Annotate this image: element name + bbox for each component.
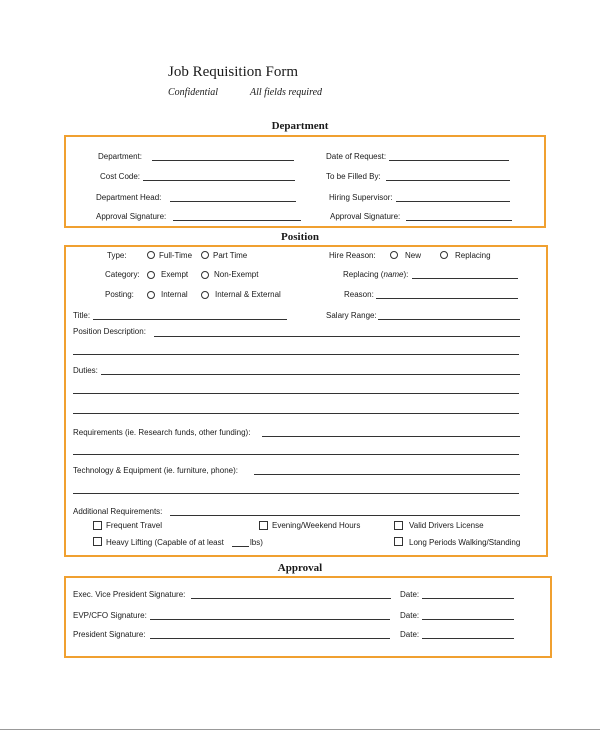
duties-field-3[interactable] — [73, 413, 519, 414]
long-periods-checkbox[interactable] — [394, 537, 403, 546]
category-label: Category: — [105, 270, 140, 279]
dept-head-label: Department Head: — [96, 193, 162, 202]
title-label: Title: — [73, 311, 91, 320]
posting-label: Posting: — [105, 290, 134, 299]
additional-label: Additional Requirements: — [73, 507, 163, 516]
cfo-field[interactable] — [150, 619, 390, 620]
president-field[interactable] — [150, 638, 390, 639]
all-fields-note: All fields required — [250, 87, 323, 98]
requirements-field-1[interactable] — [262, 436, 520, 437]
evp-label: Exec. Vice President Signature: — [73, 590, 186, 599]
heavy-lifting-label-pre: Heavy Lifting (Capable of at least — [106, 538, 224, 547]
evening-weekend-label: Evening/Weekend Hours — [272, 521, 361, 530]
approval-sig-right-field[interactable] — [406, 220, 512, 221]
non-exempt-option: Non-Exempt — [214, 270, 259, 279]
filled-by-label: To be Filled By: — [326, 172, 381, 181]
salary-label: Salary Range: — [326, 311, 377, 320]
cfo-date-label: Date: — [400, 611, 420, 620]
date-request-label: Date of Request: — [326, 152, 387, 161]
president-label: President Signature: — [73, 630, 146, 639]
requirements-label: Requirements (ie. Research funds, other funding): — [73, 428, 251, 437]
heavy-lifting-checkbox[interactable] — [93, 537, 102, 546]
form-title: Job Requisition Form — [168, 64, 299, 80]
approval-heading: Approval — [277, 562, 323, 574]
description-field-2[interactable] — [73, 354, 519, 355]
department-heading: Department — [271, 120, 329, 132]
dept-head-field[interactable] — [170, 201, 296, 202]
approval-sig-right-label: Approval Signature: — [330, 212, 401, 221]
reason-field[interactable] — [376, 298, 518, 299]
confidential-note: Confidential — [168, 87, 218, 98]
frequent-travel-checkbox[interactable] — [93, 521, 102, 530]
hire-reason-label: Hire Reason: — [329, 251, 376, 260]
evp-date-label: Date: — [400, 590, 420, 599]
reason-label: Reason: — [344, 290, 374, 299]
date-request-field[interactable] — [389, 160, 509, 161]
description-field-1[interactable] — [154, 336, 520, 337]
internal-radio[interactable] — [147, 291, 155, 299]
full-time-option: Full-Time — [159, 251, 193, 260]
frequent-travel-label: Frequent Travel — [106, 521, 163, 530]
heavy-lifting-lbs-field[interactable] — [232, 546, 249, 547]
evening-weekend-checkbox[interactable] — [259, 521, 268, 530]
duties-field-2[interactable] — [73, 393, 519, 394]
president-date-field[interactable] — [422, 638, 514, 639]
hiring-supervisor-label: Hiring Supervisor: — [329, 193, 393, 202]
replacing-name-field[interactable] — [412, 278, 518, 279]
filled-by-field[interactable] — [386, 180, 510, 181]
title-field[interactable] — [93, 319, 287, 320]
long-periods-label: Long Periods Walking/Standing — [409, 538, 521, 547]
additional-field[interactable] — [170, 515, 520, 516]
valid-license-checkbox[interactable] — [394, 521, 403, 530]
salary-field[interactable] — [378, 319, 520, 320]
requirements-field-2[interactable] — [73, 454, 519, 455]
internal-option: Internal — [161, 290, 188, 299]
part-time-option: Part Time — [213, 251, 248, 260]
cfo-date-field[interactable] — [422, 619, 514, 620]
duties-label: Duties: — [73, 366, 98, 375]
evp-field[interactable] — [191, 598, 391, 599]
cost-code-label: Cost Code: — [100, 172, 141, 181]
evp-date-field[interactable] — [422, 598, 514, 599]
description-label: Position Description: — [73, 327, 146, 336]
cost-code-field[interactable] — [143, 180, 295, 181]
replacing-name-label: Replacing (name): — [343, 270, 409, 279]
new-option: New — [405, 251, 422, 260]
non-exempt-radio[interactable] — [201, 271, 209, 279]
duties-field-1[interactable] — [101, 374, 520, 375]
replacing-radio[interactable] — [440, 251, 448, 259]
exempt-option: Exempt — [161, 270, 189, 279]
approval-sig-left-field[interactable] — [173, 220, 301, 221]
tech-field-1[interactable] — [254, 474, 520, 475]
exempt-radio[interactable] — [147, 271, 155, 279]
approval-sig-left-label: Approval Signature: — [96, 212, 167, 221]
president-date-label: Date: — [400, 630, 420, 639]
tech-label: Technology & Equipment (ie. furniture, phone): — [73, 466, 238, 475]
new-radio[interactable] — [390, 251, 398, 259]
full-time-radio[interactable] — [147, 251, 155, 259]
internal-external-radio[interactable] — [201, 291, 209, 299]
department-label: Department: — [98, 152, 143, 161]
internal-external-option: Internal & External — [215, 290, 281, 299]
position-heading: Position — [281, 231, 319, 243]
part-time-radio[interactable] — [201, 251, 209, 259]
cfo-label: EVP/CFO Signature: — [73, 611, 147, 620]
heavy-lifting-label-post: lbs) — [250, 538, 263, 547]
valid-license-label: Valid Drivers License — [409, 521, 484, 530]
hiring-supervisor-field[interactable] — [396, 201, 510, 202]
replacing-option: Replacing — [455, 251, 491, 260]
tech-field-2[interactable] — [73, 493, 519, 494]
department-field[interactable] — [152, 160, 294, 161]
type-label: Type: — [107, 251, 127, 260]
